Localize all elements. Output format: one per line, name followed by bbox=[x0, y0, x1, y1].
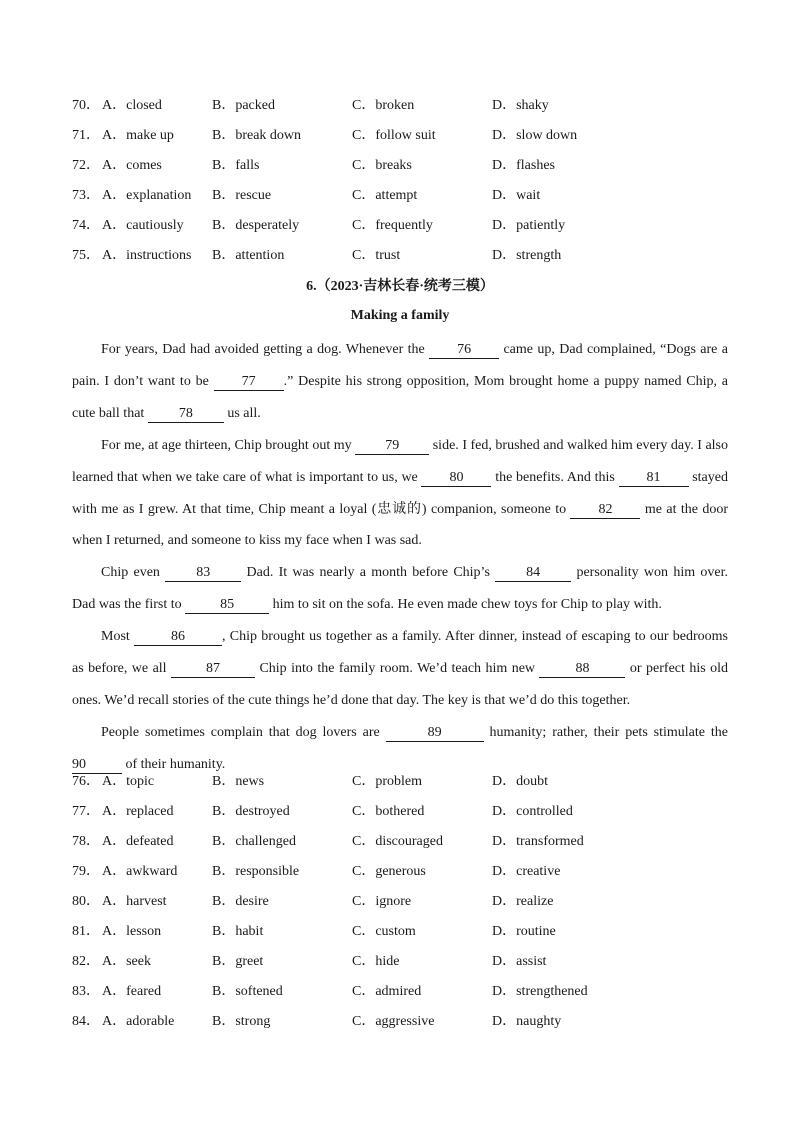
question-number: 75． bbox=[72, 248, 100, 263]
option-c: C．custom bbox=[352, 924, 416, 939]
option-a: A．awkward bbox=[102, 864, 178, 879]
option-c: C．attempt bbox=[352, 188, 418, 203]
text: .” Despite his strong opposition, Mom brought home a puppy named Chip, a cute ball that bbox=[72, 373, 728, 421]
question-number: 83． bbox=[72, 984, 100, 999]
option-row-74 bbox=[72, 216, 732, 236]
option-b: B．desperately bbox=[212, 218, 300, 233]
option-a: A．closed bbox=[102, 98, 162, 113]
option-row-84 bbox=[72, 1012, 732, 1032]
question-number: 82． bbox=[72, 954, 100, 969]
option-b: B．packed bbox=[212, 98, 275, 113]
option-row-82 bbox=[72, 952, 732, 972]
option-row-76 bbox=[72, 772, 732, 792]
option-a: A．instructions bbox=[102, 248, 192, 263]
section-source: 6.（2023·吉林长春·统考三模） bbox=[306, 279, 494, 294]
question-number: 74． bbox=[72, 218, 100, 233]
option-a: A．comes bbox=[102, 158, 162, 173]
paragraph-3 bbox=[72, 557, 728, 621]
option-a: A．make up bbox=[102, 128, 174, 143]
text: the benefits. And this bbox=[491, 469, 619, 485]
question-number: 70． bbox=[72, 98, 100, 113]
option-b: B．break down bbox=[212, 128, 302, 143]
question-number: 77． bbox=[72, 804, 100, 819]
option-row-75 bbox=[72, 246, 732, 266]
text: stayed with me as I grew. At that time, Chip meant a loyal (忠诚的) companion, someone to bbox=[72, 469, 728, 517]
option-row-81 bbox=[72, 922, 732, 942]
text: personality won him over. Dad was the first to bbox=[72, 565, 728, 613]
text: Dad. It was nearly a month before Chip’s bbox=[241, 565, 496, 581]
text: Chip into the family room. We’d teach him new bbox=[255, 661, 540, 677]
option-c: C．broken bbox=[352, 98, 415, 113]
option-a: A．seek bbox=[102, 954, 151, 969]
option-d: D．assist bbox=[492, 954, 547, 969]
option-d: D．shaky bbox=[492, 98, 549, 113]
option-row-70 bbox=[72, 96, 732, 116]
option-row-73 bbox=[72, 186, 732, 206]
question-number: 71． bbox=[72, 128, 100, 143]
option-d: D．creative bbox=[492, 864, 561, 879]
question-number: 76． bbox=[72, 774, 100, 789]
option-c: C．aggressive bbox=[352, 1014, 435, 1029]
option-d: D．controlled bbox=[492, 804, 573, 819]
option-b: B．responsible bbox=[212, 864, 300, 879]
option-a: A．explanation bbox=[102, 188, 192, 203]
option-b: B．falls bbox=[212, 158, 260, 173]
blank-78: 78 bbox=[148, 405, 224, 423]
text: Most bbox=[101, 629, 135, 645]
option-row-79 bbox=[72, 862, 732, 882]
text: or perfect his old ones. We’d recall stories of the cute things he’d done that day. The key is that we’d do this together. bbox=[72, 661, 728, 708]
option-row-80 bbox=[72, 892, 732, 912]
blank-85: 85 bbox=[185, 596, 269, 614]
blank-83: 83 bbox=[165, 564, 241, 582]
option-row-83 bbox=[72, 982, 732, 1002]
option-b: B．challenged bbox=[212, 834, 296, 849]
option-c: C．admired bbox=[352, 984, 422, 999]
text: , Chip brought us together as a family. After dinner, instead of escaping to our bedrooms as before, we all bbox=[72, 629, 728, 677]
passage bbox=[72, 334, 728, 781]
option-a: A．harvest bbox=[102, 894, 167, 909]
question-number: 84． bbox=[72, 1014, 100, 1029]
question-number: 73． bbox=[72, 188, 100, 203]
option-a: A．defeated bbox=[102, 834, 174, 849]
option-c: C．hide bbox=[352, 954, 400, 969]
option-d: D．strength bbox=[492, 248, 562, 263]
text: For me, at age thirteen, Chip brought out my bbox=[101, 437, 356, 453]
option-c: C．generous bbox=[352, 864, 426, 879]
paragraph-2 bbox=[72, 430, 728, 558]
blank-84: 84 bbox=[495, 564, 571, 582]
question-number: 78． bbox=[72, 834, 100, 849]
blank-88: 88 bbox=[539, 660, 625, 678]
option-d: D．slow down bbox=[492, 128, 578, 143]
blank-82: 82 bbox=[570, 501, 640, 519]
option-d: D．transformed bbox=[492, 834, 584, 849]
blank-81: 81 bbox=[619, 469, 689, 487]
text: of their humanity. bbox=[122, 756, 226, 772]
passage-title: Making a family bbox=[350, 308, 450, 323]
option-b: B．habit bbox=[212, 924, 264, 939]
option-row-72 bbox=[72, 156, 732, 176]
option-row-78 bbox=[72, 832, 732, 852]
option-c: C．follow suit bbox=[352, 128, 436, 143]
text: him to sit on the sofa. He even made chew toys for Chip to play with. bbox=[269, 597, 662, 613]
text: humanity; rather, their pets stimulate the bbox=[483, 724, 728, 740]
blank-80: 80 bbox=[421, 469, 491, 487]
text: Chip even bbox=[101, 565, 166, 581]
option-a: A．cautiously bbox=[102, 218, 184, 233]
option-row-71 bbox=[72, 126, 732, 146]
text: side. I fed, brushed and walked him every day. I also learned that when we take care of what is important to us, we bbox=[72, 437, 728, 485]
question-number: 80． bbox=[72, 894, 100, 909]
blank-86: 86 bbox=[134, 628, 222, 646]
option-d: D．strengthened bbox=[492, 984, 588, 999]
option-b: B．rescue bbox=[212, 188, 272, 203]
option-d: D．doubt bbox=[492, 774, 548, 789]
blank-89: 89 bbox=[386, 724, 484, 742]
option-b: B．greet bbox=[212, 954, 264, 969]
text: People sometimes complain that dog lovers are bbox=[101, 724, 386, 740]
text: came up, Dad complained, “Dogs are a pain. I don’t want to be bbox=[72, 342, 728, 389]
option-a: A．feared bbox=[102, 984, 162, 999]
option-a: A．replaced bbox=[102, 804, 174, 819]
option-c: C．discouraged bbox=[352, 834, 443, 849]
option-b: B．destroyed bbox=[212, 804, 290, 819]
text: me at the door when I returned, and someone to kiss my face when I was sad. bbox=[72, 501, 728, 549]
option-d: D．flashes bbox=[492, 158, 555, 173]
option-c: C．trust bbox=[352, 248, 401, 263]
question-number: 81． bbox=[72, 924, 100, 939]
option-d: D．routine bbox=[492, 924, 556, 939]
option-c: C．frequently bbox=[352, 218, 433, 233]
option-b: B．news bbox=[212, 774, 265, 789]
option-row-77 bbox=[72, 802, 732, 822]
option-b: B．attention bbox=[212, 248, 285, 263]
option-c: C．bothered bbox=[352, 804, 425, 819]
option-b: B．softened bbox=[212, 984, 283, 999]
text: For years, Dad had avoided getting a dog. Whenever the bbox=[101, 342, 430, 357]
option-b: B．desire bbox=[212, 894, 269, 909]
option-d: D．wait bbox=[492, 188, 541, 203]
text: us all. bbox=[223, 405, 261, 421]
option-c: C．problem bbox=[352, 774, 422, 789]
option-b: B．strong bbox=[212, 1014, 271, 1029]
option-d: D．realize bbox=[492, 894, 554, 909]
option-a: A．lesson bbox=[102, 924, 162, 939]
question-number: 79． bbox=[72, 864, 100, 879]
paragraph-4 bbox=[72, 621, 728, 717]
blank-87: 87 bbox=[171, 660, 255, 678]
question-number: 72． bbox=[72, 158, 100, 173]
option-c: C．breaks bbox=[352, 158, 412, 173]
option-a: A．topic bbox=[102, 774, 155, 789]
paragraph-1 bbox=[72, 334, 728, 430]
option-a: A．adorable bbox=[102, 1014, 175, 1029]
option-d: D．patiently bbox=[492, 218, 566, 233]
blank-90: 90 bbox=[72, 756, 122, 774]
option-d: D．naughty bbox=[492, 1014, 562, 1029]
option-c: C．ignore bbox=[352, 894, 412, 909]
blank-77: 77 bbox=[214, 373, 284, 391]
blank-76: 76 bbox=[429, 341, 499, 359]
blank-79: 79 bbox=[355, 437, 429, 455]
